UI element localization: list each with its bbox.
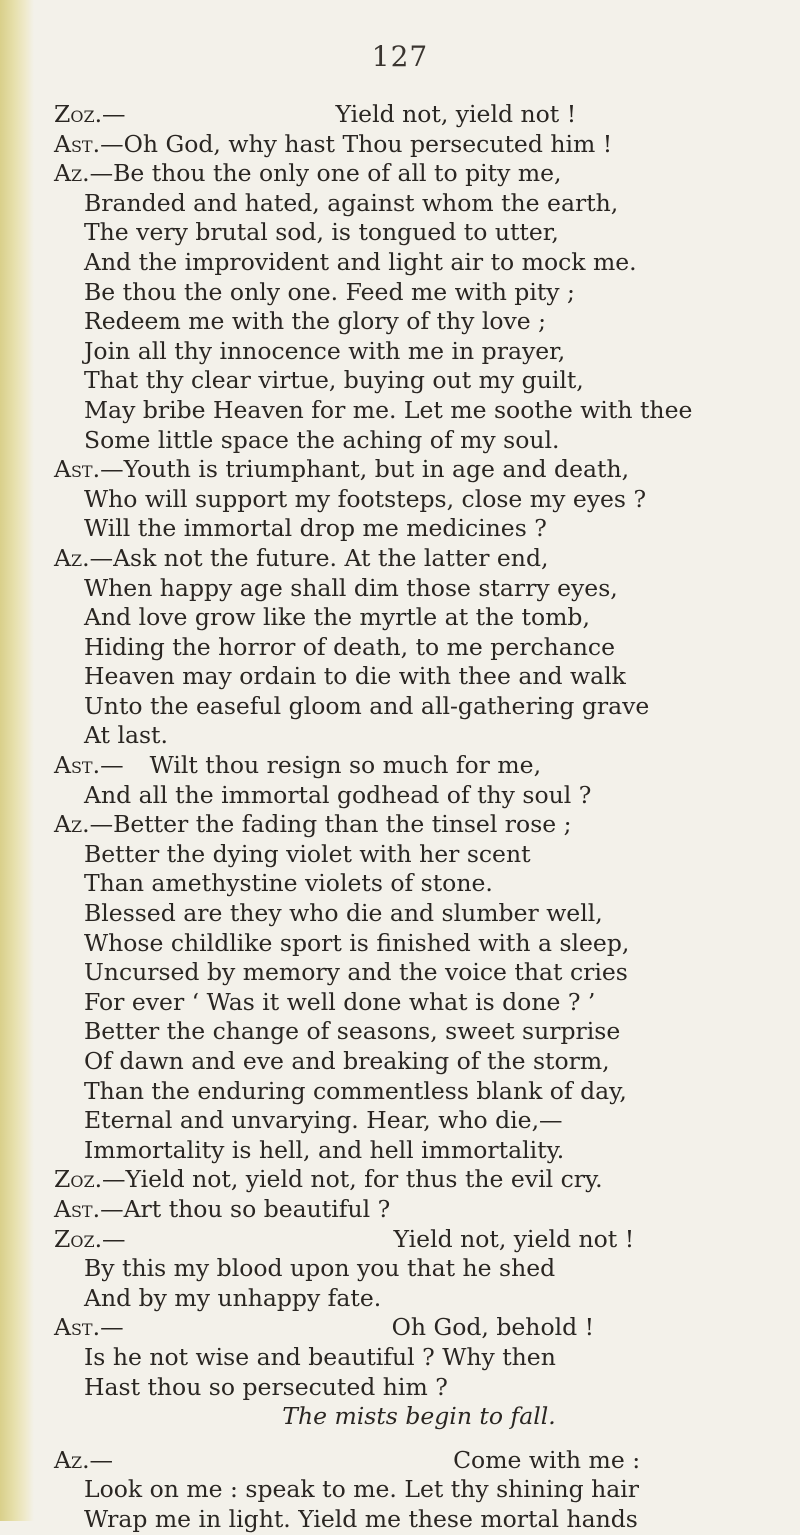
verse-line: By this my blood upon you that he shed (84, 1254, 556, 1283)
line-text: —Oh God, why hast Thou persecuted him ! (100, 129, 613, 158)
verse-line (54, 1313, 784, 1343)
line-text: —Be thou the only one of all to pity me, (89, 159, 562, 188)
verse-line (54, 544, 784, 574)
speaker-name: Zoz. (54, 1165, 103, 1194)
verse-line: Wrap me in light. Yield me these mortal hands (84, 1504, 638, 1533)
line-text: Wilt thou resign so much for me, (149, 751, 542, 780)
verse-line: That thy clear virtue, buying out my guilt, (84, 366, 584, 395)
verse-line: Join all thy innocence with me in prayer, (84, 336, 566, 365)
verse-line: Eternal and unvarying. Hear, who die,— (84, 1106, 563, 1135)
verse-line (54, 1195, 784, 1225)
verse-line: Some little space the aching of my soul. (84, 425, 560, 454)
speaker-name: Zoz.— (54, 1224, 126, 1253)
verse-line: Immortality is hell, and hell immortality. (84, 1135, 565, 1164)
verse-line (54, 159, 784, 189)
speaker-name: Az. (54, 810, 90, 839)
verse-line: And by my unhappy fate. (84, 1283, 382, 1312)
verse-line: Hast thou so persecuted him ? (84, 1372, 448, 1401)
speaker-name: Ast.— (54, 1313, 124, 1342)
verse-line: Who will support my footsteps, close my eyes ? (84, 484, 647, 513)
verse-line: Heaven may ordain to die with thee and walk (84, 662, 626, 691)
speaker-name: Az.— (54, 1445, 114, 1474)
verse-line (54, 1225, 784, 1255)
verse-line: Look on me : speak to me. Let thy shining hair (84, 1475, 639, 1504)
speaker-name: Ast.— (54, 751, 124, 780)
verse-line: Blessed are they who die and slumber well, (84, 899, 603, 928)
verse-line: Better the dying violet with her scent (84, 839, 531, 868)
stage-direction: The mists begin to fall. (282, 1402, 556, 1431)
line-text: Come with me : (453, 1445, 641, 1474)
verse-line: Redeem me with the glory of thy love ; (84, 307, 547, 336)
verse-line (54, 455, 784, 485)
verse-line: May bribe Heaven for me. Let me soothe with thee (84, 395, 693, 424)
speaker-name: Ast. (54, 129, 101, 158)
verse-line: Be thou the only one. Feed me with pity ; (84, 277, 575, 306)
line-text: Yield not, yield not ! (393, 1224, 635, 1253)
speaker-name: Ast. (54, 455, 101, 484)
line-text: —Better the fading than the tinsel rose ; (89, 810, 572, 839)
verse-line: Whose childlike sport is finished with a sleep, (84, 928, 630, 957)
line-text: Yield not, yield not ! (335, 100, 577, 128)
line-text: —Ask not the future. At the latter end, (89, 543, 549, 572)
verse-line: The very brutal sod, is tongued to utter, (84, 218, 559, 247)
line-text: Oh God, behold ! (391, 1313, 595, 1342)
verse-line: Than the enduring commentless blank of day, (84, 1076, 627, 1105)
page-gutter-shadow (0, 0, 34, 1521)
verse-text (54, 100, 784, 1535)
verse-line: At last. (84, 721, 168, 750)
verse-line: When happy age shall dim those starry eyes, (84, 573, 618, 602)
verse-line (54, 130, 784, 160)
speaker-name: Az. (54, 543, 90, 572)
verse-line (54, 1446, 784, 1476)
verse-line: And love grow like the myrtle at the tomb, (84, 603, 590, 632)
speaker-name: Az. (54, 159, 90, 188)
verse-line (54, 1165, 784, 1195)
verse-line: Unto the easeful gloom and all-gathering grave (84, 691, 650, 720)
line-text: —Yield not, yield not, for thus the evil cry. (102, 1165, 603, 1194)
verse-line: Of dawn and eve and breaking of the storm, (84, 1047, 610, 1075)
verse-line: Branded and hated, against whom the earth, (84, 188, 619, 217)
verse-line: And all the immortal godhead of thy soul ? (84, 780, 592, 809)
verse-line: Than amethystine violets of stone. (84, 869, 493, 898)
speaker-name: Ast. (54, 1194, 101, 1223)
line-text: —Youth is triumphant, but in age and death, (100, 455, 630, 484)
verse-line: Is he not wise and beautiful ? Why then (84, 1342, 556, 1371)
line-text: —Art thou so beautiful ? (100, 1194, 391, 1223)
verse-line (54, 751, 784, 781)
speaker-name: Zoz.— (54, 100, 126, 128)
verse-line: Hiding the horror of death, to me perchance (84, 632, 615, 661)
verse-line: Will the immortal drop me medicines ? (84, 514, 547, 543)
verse-line (54, 100, 784, 130)
verse-line: Uncursed by memory and the voice that cries (84, 958, 628, 987)
verse-line (54, 810, 784, 840)
page-number: 127 (371, 40, 429, 73)
verse-line: Better the change of seasons, sweet surprise (84, 1017, 621, 1046)
verse-line: And the improvident and light air to mock me. (84, 247, 637, 276)
verse-line: For ever ‘ Was it well done what is done ? ’ (84, 987, 596, 1016)
